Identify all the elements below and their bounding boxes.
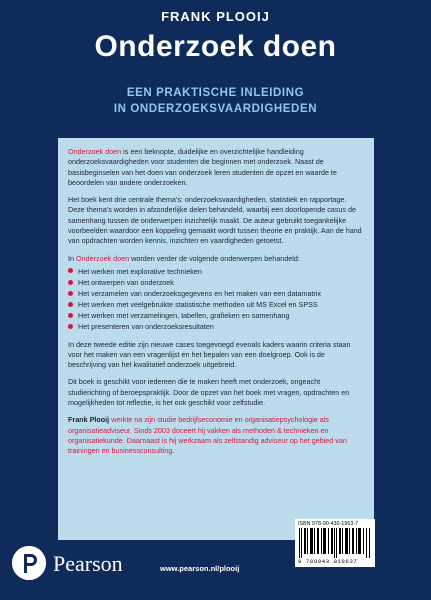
list-item <box>68 277 364 288</box>
blurb-paragraph-intro <box>68 147 364 188</box>
book-subtitle <box>0 85 431 117</box>
list-item-text: Het werken met verzamelingen, tabellen, grafieken en samenhang <box>78 311 290 321</box>
subtitle-line-1: EEN PRAKTISCHE INLEIDING <box>126 87 305 99</box>
list-item-text: Het verzamelen van onderzoeksgegevens en het maken van een datamatrix <box>78 289 321 299</box>
author-name: FRANK PLOOIJ <box>161 9 270 24</box>
pearson-p-logo-icon <box>12 546 46 580</box>
blurb-paragraph-edition: In deze tweede editie zijn nieuwe cases toegevoegd evenals kaders waarin criteria staan voor het maken van een vragenlijst en het bepalen van een doelgroep. Ook is de beschrijving van het kwalitatief onderzoek uitgebreid. <box>68 339 351 370</box>
list-item-text: Het werken met explorative technieken <box>78 266 202 276</box>
pearson-logo <box>12 546 46 580</box>
list-item <box>68 321 364 332</box>
title-mention: Onderzoek doen <box>76 253 130 263</box>
bio-author-name: Frank Plooij <box>68 415 110 425</box>
bullet-dot-icon <box>68 268 73 273</box>
subtitle-line-2: IN ONDERZOEKSVAARDIGHEDEN <box>113 103 318 115</box>
topics-list <box>68 266 364 333</box>
bullet-dot-icon <box>68 280 73 285</box>
isbn-label: ISBN 978-90-430-1963-7 <box>298 521 359 527</box>
blurb-paragraph-audience: Dit boek is geschikt voor iedereen die te maken heeft met onderzoek, ongeacht studierichting of beroepspraktijk. Door de opzet van het boek met vragen, opdrachten en mogelijkheden tot reflectie, is het ook geschikt voor zelfstudie. <box>68 377 350 408</box>
list-item-text: Het werken met veelgebruikte statistische methoden uit MS Excel en SPSS <box>78 300 318 310</box>
bullet-dot-icon <box>68 324 73 329</box>
topics-intro-post: worden verder de volgende onderwerpen behandeld: <box>129 253 300 263</box>
bullet-dot-icon <box>68 313 73 318</box>
blurb-paragraph-topics-intro <box>68 254 364 264</box>
bullet-dot-icon <box>68 291 73 296</box>
publisher-url[interactable]: www.pearson.nl/plooij <box>160 564 240 573</box>
list-item <box>68 310 364 321</box>
intro-text: is een beknopte, duidelijke en overzichtelijke handleiding onderzoeksvaardigheden voor studenten die beginnen met onderzoek. Naast de basisbeginselen van het doen van onderzoek leren studenten de opzet en waarde te beoordelen van andere onderzoeken. <box>68 147 337 187</box>
list-item <box>68 266 364 277</box>
barcode-icon <box>298 528 372 558</box>
author-bio <box>68 415 364 456</box>
bullet-dot-icon <box>68 302 73 307</box>
publisher-name: Pearson <box>53 551 123 576</box>
list-item-text: Het ontwerpen van onderzoek <box>78 278 174 288</box>
list-item <box>68 288 364 299</box>
bio-text: werkte na zijn studie bedrijfseconomie en organisatiepsychologie als organisatieadviseur. Sinds 2003 doceert hij vakken als methoden & technieken en organisatiekunde. Daarnaast is hij werkzaam als zelfstandig adviseur op het gebied van trainingen en businessconsulting. <box>68 415 347 456</box>
isbn-barcode <box>295 519 375 567</box>
blurb-paragraph-themes: Het boek kent drie centrale thema’s: onderzoeksvaardigheden, statistiek en rapportage. Deze thema’s worden in afzonderlijke delen behandeld, waarbij een doorlopende casus de samenhang tussen de onderwerpen inzichtelijk maakt. De auteur gebruikt toegankelijke voorbeelden waardoor een koppeling gemaakt wordt tussen theorie en praktijk. Aan de hand van opdrachten worden kennis, inzichten en vaardigheden getoetst. <box>68 195 362 246</box>
list-item <box>68 299 364 310</box>
list-item-text: Het presenteren van onderzoeksresultaten <box>78 322 214 332</box>
blurb-panel <box>58 138 374 540</box>
title-mention: Onderzoek doen <box>68 147 122 156</box>
book-title: Onderzoek doen <box>94 30 337 63</box>
topics-intro-pre: In <box>68 253 76 263</box>
barcode-digits: 9 789043 019637 <box>298 558 358 565</box>
